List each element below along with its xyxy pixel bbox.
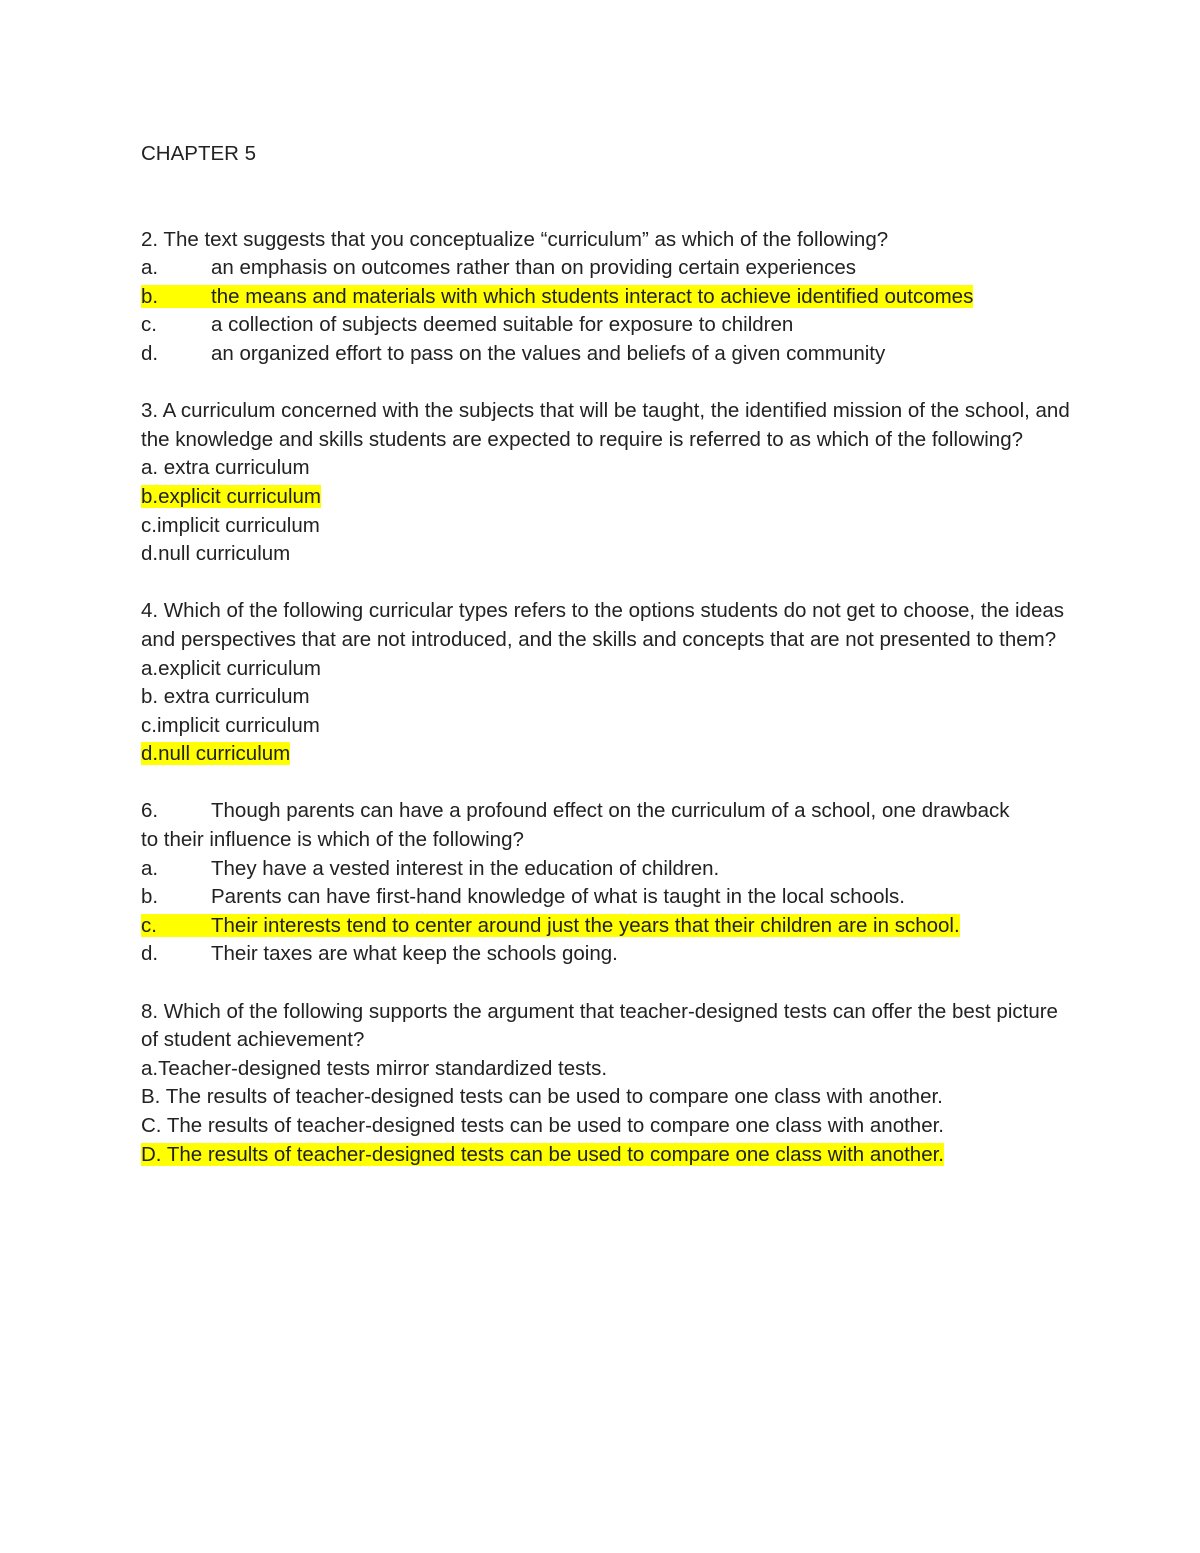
question-text-line-1: Though parents can have a profound effect on the curriculum of a school, one drawback — [211, 799, 1010, 823]
option-text: Their taxes are what keep the schools going. — [211, 942, 618, 966]
answer-option-d — [141, 340, 1071, 369]
question-text-line-2: to their influence is which of the following? — [141, 828, 524, 852]
option-text: B. The results of teacher-designed tests can be used to compare one class with another. — [141, 1085, 943, 1109]
option-text: an emphasis on outcomes rather than on providing certain experiences — [211, 256, 856, 280]
answer-option-a — [141, 1055, 1071, 1084]
answer-option-b — [141, 1083, 1071, 1112]
option-text: d.null curriculum — [141, 742, 291, 766]
question-text: 4. Which of the following curricular types refers to the options students do not get to choose, the ideas and perspectives that are not introduced, and the skills and concepts that are not presented to them? — [141, 599, 1065, 651]
document-page — [141, 140, 1071, 1198]
question-3 — [141, 397, 1071, 569]
answer-option-d-highlighted — [141, 740, 1071, 769]
answer-option-a — [141, 655, 1071, 684]
option-text: a. extra curriculum — [141, 456, 310, 480]
option-text: a.Teacher-designed tests mirror standardized tests. — [141, 1056, 608, 1080]
answer-option-c — [141, 311, 1071, 340]
option-letter: d. — [141, 341, 159, 365]
question-number: 6. — [141, 799, 159, 823]
answer-option-c — [141, 712, 1071, 741]
answer-option-b-highlighted — [141, 483, 1071, 512]
option-text: Their interests tend to center around just the years that their children are in school. — [211, 913, 960, 937]
question-6 — [141, 797, 1071, 969]
option-text: b. extra curriculum — [141, 685, 310, 709]
option-letter: c. — [141, 913, 157, 937]
answer-option-b — [141, 883, 1071, 912]
answer-option-d — [141, 540, 1071, 569]
option-letter: b. — [141, 284, 159, 308]
option-text: the means and materials with which students interact to achieve identified outcomes — [211, 284, 974, 308]
answer-option-a — [141, 254, 1071, 283]
answer-option-c-highlighted — [141, 912, 1071, 941]
option-text: an organized effort to pass on the values and beliefs of a given community — [211, 341, 886, 365]
answer-option-a — [141, 855, 1071, 884]
option-letter: c. — [141, 313, 157, 337]
answer-option-c — [141, 1112, 1071, 1141]
option-text: c.implicit curriculum — [141, 513, 320, 537]
answer-option-a — [141, 454, 1071, 483]
option-letter: b. — [141, 885, 159, 909]
option-text: b.explicit curriculum — [141, 484, 321, 508]
option-text: C. The results of teacher-designed tests can be used to compare one class with another. — [141, 1114, 944, 1137]
answer-option-d — [141, 940, 1071, 969]
question-text: 2. The text suggests that you conceptualize “curriculum” as which of the following? — [141, 227, 889, 251]
option-letter: a. — [141, 856, 159, 880]
option-letter: d. — [141, 942, 159, 966]
chapter-title: CHAPTER 5 — [141, 142, 257, 165]
option-text: a collection of subjects deemed suitable for exposure to children — [211, 313, 794, 337]
question-text — [141, 797, 1071, 826]
option-text: d.null curriculum — [141, 542, 291, 566]
answer-option-d-highlighted — [141, 1141, 1071, 1170]
answer-option-c — [141, 512, 1071, 541]
question-8 — [141, 998, 1071, 1170]
question-4 — [141, 597, 1071, 769]
question-2 — [141, 226, 1071, 369]
option-text: Parents can have first-hand knowledge of what is taught in the local schools. — [211, 885, 905, 909]
option-letter: a. — [141, 256, 159, 280]
option-text: They have a vested interest in the education of children. — [211, 856, 720, 880]
answer-option-b — [141, 683, 1071, 712]
option-text: a.explicit curriculum — [141, 656, 321, 680]
option-text: D. The results of teacher-designed tests can be used to compare one class with another. — [141, 1142, 944, 1166]
option-text: c.implicit curriculum — [141, 713, 320, 737]
question-text: 8. Which of the following supports the argument that teacher-designed tests can offer the best picture of student achievement? — [141, 999, 1058, 1052]
question-text: 3. A curriculum concerned with the subjects that will be taught, the identified mission of the school, and the knowledge and skills students are expected to require is referred to as which of the following? — [141, 399, 1070, 451]
answer-option-b-highlighted — [141, 283, 1071, 312]
